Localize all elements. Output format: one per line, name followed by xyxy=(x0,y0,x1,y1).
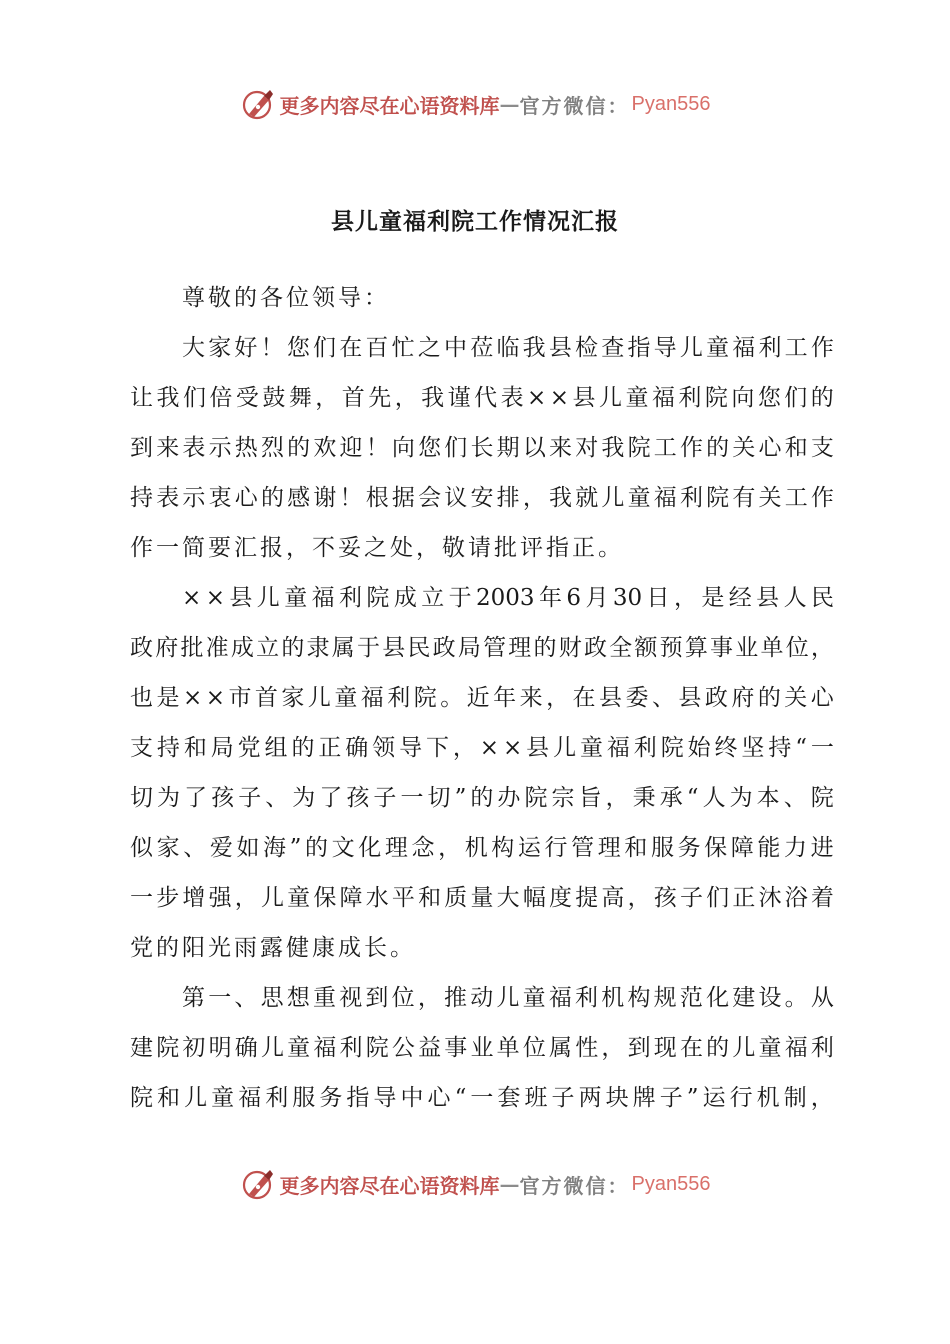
banner-wechat-label: 官方微信： xyxy=(519,1173,630,1198)
paragraph-line: 到 来 表 示 热 烈 的 欢 迎 ！ 向 您 们 长 期 以 来 对 我 院 工 作 的 关 心 和 支 xyxy=(130,435,834,461)
banner-wechat-id: Pyan556 xyxy=(631,1172,711,1195)
paragraph-line: 持 表 示 衷 心 的 感 谢 ！ 根 据 会 议 安 排 ， 我 就 儿 童 福 利 院 有 关 工 作 xyxy=(130,485,834,511)
banner-wechat-label: 官方微信： xyxy=(519,93,630,118)
banner-wechat-id: Pyan556 xyxy=(631,92,711,115)
document-title: 县儿童福利院工作情况汇报 xyxy=(331,208,619,235)
paragraph-line: 让 我 们 倍 受 鼓 舞 ， 首 先 ， 我 谨 代 表 × × 县 儿 童 福 利 院 向 您 们 的 xyxy=(130,385,834,411)
header-banner xyxy=(0,84,950,124)
paragraph-line: 院 和 儿 童 福 利 服 务 指 导 中 心 “ 一 套 班 子 两 块 牌 子 ” 运 行 机 制 ， xyxy=(130,1085,834,1111)
paragraph-line: 政 府 批 准 成 立 的 隶 属 于 县 民 政 局 管 理 的 财 政 全 额 预 算 事 业 单 位 ， xyxy=(130,635,834,661)
pen-nib-logo-icon xyxy=(240,1166,276,1202)
paragraph-line: 切 为 了 孩 子 、 为 了 孩 子 一 切 ” 的 办 院 宗 旨 ， 秉 承 “ 人 为 本 、 院 xyxy=(130,785,834,811)
paragraph-line: 支 持 和 局 党 组 的 正 确 领 导 下 ， × × 县 儿 童 福 利 院 始 终 坚 持 “ 一 xyxy=(130,735,834,761)
pen-nib-logo-icon xyxy=(240,86,276,122)
paragraph-line: 大 家 好 ！ 您 们 在 百 忙 之 中 莅 临 我 县 检 查 指 导 儿 童 福 利 工 作 xyxy=(182,335,834,361)
banner-separator: — xyxy=(499,92,520,116)
paragraph-line: × × 县 儿 童 福 利 院 成 立 于 2003 年 6 月 30 日 ， 是 经 县 人 民 xyxy=(182,585,834,611)
banner-separator: — xyxy=(499,1172,520,1196)
banner-slogan: 更多内容尽在心语资料库 xyxy=(279,1173,500,1198)
paragraph-line: 似 家 、 爱 如 海 ” 的 文 化 理 念 ， 机 构 运 行 管 理 和 服 务 保 障 能 力 进 xyxy=(130,835,834,861)
paragraph-line: 第 一 、 思 想 重 视 到 位 ， 推 动 儿 童 福 利 机 构 规 范 化 建 设 。 从 xyxy=(182,985,834,1011)
salutation-line: 尊敬的各位领导： xyxy=(182,285,390,311)
paragraph-line: 作一简要汇报，不妥之处，敬请批评指正。 xyxy=(130,535,624,561)
banner-slogan: 更多内容尽在心语资料库 xyxy=(279,93,500,118)
paragraph-line: 也 是 × × 市 首 家 儿 童 福 利 院 。 近 年 来 ， 在 县 委 、 县 政 府 的 关 心 xyxy=(130,685,834,711)
paragraph-line: 一 步 增 强 ， 儿 童 保 障 水 平 和 质 量 大 幅 度 提 高 ， 孩 子 们 正 沐 浴 着 xyxy=(130,885,834,911)
paragraph-line: 党的阳光雨露健康成长。 xyxy=(130,935,416,961)
document-body xyxy=(130,278,834,1128)
footer-banner xyxy=(0,1164,950,1204)
paragraph-line: 建 院 初 明 确 儿 童 福 利 院 公 益 事 业 单 位 属 性 ， 到 现 在 的 儿 童 福 利 xyxy=(130,1035,834,1061)
